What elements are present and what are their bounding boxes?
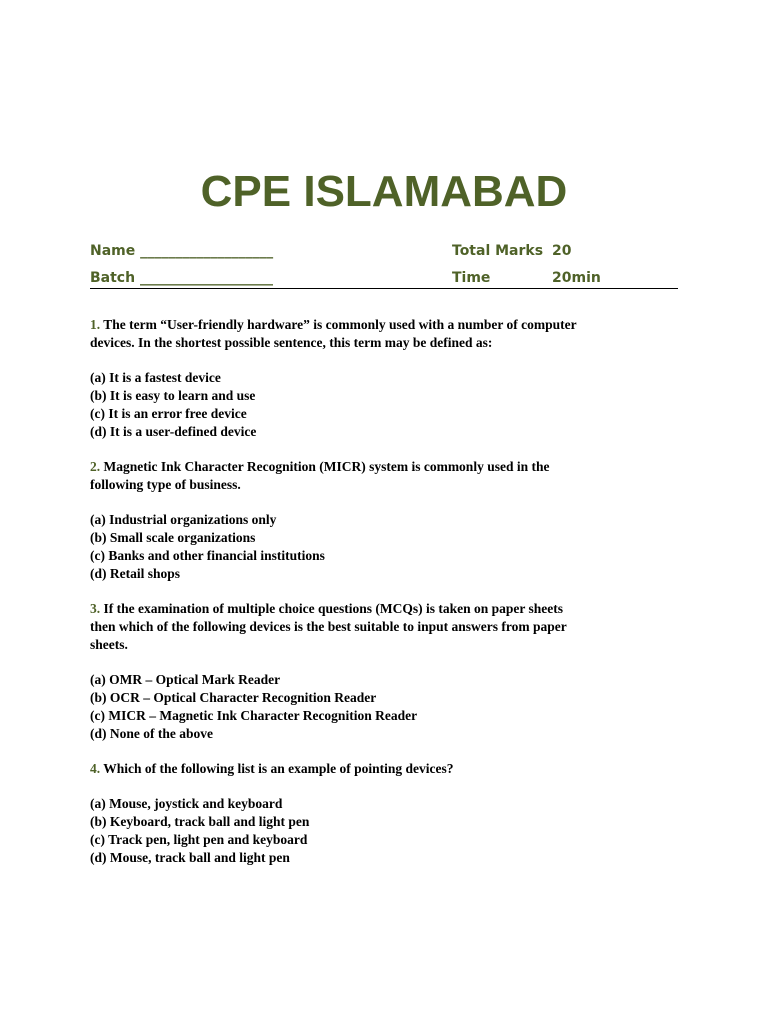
- option-list: [90, 369, 690, 441]
- page-title: CPE ISLAMABAD: [200, 167, 568, 216]
- time-label: Time: [452, 270, 491, 286]
- option-b: (b) It is easy to learn and use: [90, 388, 256, 403]
- question-prompt: If the examination of multiple choice questions (MCQs) is taken on paper sheets then which of the following devices is the best suitable to input answers from paper sheets.: [90, 601, 567, 652]
- question-2: [90, 458, 690, 583]
- option-b: (b) OCR – Optical Character Recognition Reader: [90, 690, 377, 705]
- question-prompt: The term “User-friendly hardware” is commonly used with a number of computer devices. In the shortest possible sentence, this term may be defined as:: [90, 317, 577, 350]
- question-number: 2.: [90, 459, 101, 474]
- name-label: Name: [90, 243, 136, 259]
- option-c: (c) Banks and other financial institutions: [90, 548, 325, 563]
- option-d: (d) Retail shops: [90, 566, 181, 581]
- time-value: 20min: [552, 270, 601, 286]
- option-a: (a) Industrial organizations only: [90, 512, 277, 527]
- option-d: (d) It is a user-defined device: [90, 424, 257, 439]
- question-number: 1.: [90, 317, 101, 332]
- exam-info-block: [90, 240, 678, 294]
- batch-row: [90, 267, 678, 294]
- total-marks-value: 20: [552, 243, 572, 259]
- option-b: (b) Small scale organizations: [90, 530, 256, 545]
- option-d: (d) None of the above: [90, 726, 213, 741]
- option-list: [90, 795, 690, 867]
- option-d: (d) Mouse, track ball and light pen: [90, 850, 290, 865]
- question-prompt: Magnetic Ink Character Recognition (MICR) system is commonly used in the following type of business.: [90, 459, 550, 492]
- question-prompt: Which of the following list is an example of pointing devices?: [103, 761, 454, 776]
- option-b: (b) Keyboard, track ball and light pen: [90, 814, 310, 829]
- question-3: [90, 600, 690, 743]
- header-divider: [90, 288, 678, 289]
- question-list: [90, 316, 690, 884]
- option-a: (a) OMR – Optical Mark Reader: [90, 672, 281, 687]
- name-blank: ___________________: [140, 243, 274, 259]
- option-list: [90, 671, 690, 743]
- question-number: 4.: [90, 761, 101, 776]
- question-4: [90, 760, 690, 867]
- total-marks-label: Total Marks: [452, 243, 544, 259]
- name-row: [90, 240, 678, 267]
- question-1: [90, 316, 690, 441]
- question-number: 3.: [90, 601, 101, 616]
- option-a: (a) Mouse, joystick and keyboard: [90, 796, 283, 811]
- batch-blank: ___________________: [139, 270, 273, 286]
- option-c: (c) Track pen, light pen and keyboard: [90, 832, 308, 847]
- option-c: (c) MICR – Magnetic Ink Character Recognition Reader: [90, 708, 418, 723]
- option-list: [90, 511, 690, 583]
- batch-label: Batch: [90, 270, 136, 286]
- option-a: (a) It is a fastest device: [90, 370, 221, 385]
- option-c: (c) It is an error free device: [90, 406, 247, 421]
